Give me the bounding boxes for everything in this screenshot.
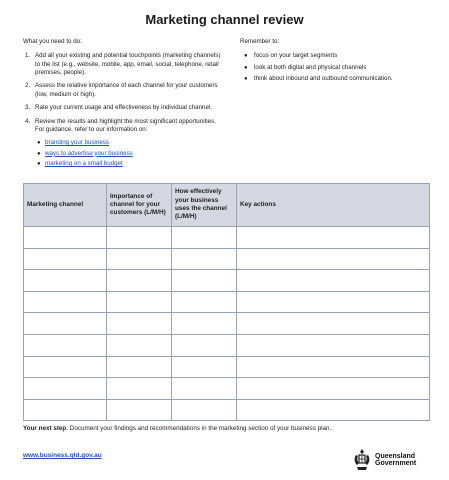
- step-number: 4.: [25, 117, 31, 125]
- guidance-links: [37, 139, 223, 168]
- table-cell[interactable]: [24, 356, 107, 378]
- table-cell[interactable]: [237, 399, 430, 421]
- header-importance: Importance of channel for your customers (L/M/H): [107, 184, 172, 227]
- step-text: Review the results and highlight the most significant opportunities. For guidance, refer to our information on:: [35, 117, 216, 133]
- next-step-note: [23, 425, 331, 432]
- page-title: Marketing channel review: [145, 12, 304, 27]
- link-advertise[interactable]: ways to advertise your business: [45, 149, 133, 157]
- table-row: [24, 378, 430, 400]
- logo-line-1: Queensland: [375, 452, 416, 460]
- next-step-text: : Document your findings and recommendations in the marketing section of your business plan.: [66, 425, 332, 432]
- header-key-actions: Key actions: [237, 184, 430, 227]
- bullet-icon: ●: [37, 140, 41, 147]
- table-cell[interactable]: [107, 334, 172, 356]
- table-cell[interactable]: [24, 313, 107, 335]
- bullet-icon: ●: [244, 53, 248, 60]
- reminder-item: [244, 75, 430, 83]
- step-number: 3.: [25, 104, 31, 112]
- step-item: [23, 104, 223, 112]
- reminders-list: [244, 52, 430, 83]
- table-cell[interactable]: [237, 378, 430, 400]
- table-row: [24, 270, 430, 292]
- steps-list: [23, 52, 223, 134]
- table-cell[interactable]: [24, 378, 107, 400]
- table-cell[interactable]: [107, 313, 172, 335]
- step-item: [23, 118, 223, 135]
- header-marketing-channel: Marketing channel: [24, 184, 107, 227]
- table-row: [24, 313, 430, 335]
- step-text: Add all your existing and potential touchpoints (marketing channels) to the list (e.g., website, mobile, app, email, social, telephone, retail premises, people).: [35, 52, 221, 77]
- next-step-label: Your next step: [23, 425, 67, 432]
- table-cell[interactable]: [24, 334, 107, 356]
- table-row: [24, 227, 430, 249]
- instructions-column: [23, 38, 223, 170]
- table-cell[interactable]: [237, 334, 430, 356]
- table-cell[interactable]: [107, 291, 172, 313]
- table-row: [24, 356, 430, 378]
- table-cell[interactable]: [107, 378, 172, 400]
- table-cell[interactable]: [237, 356, 430, 378]
- step-text: Assess the relative importance of each channel for your customers (low, medium or high).: [35, 82, 218, 98]
- bullet-icon: ●: [37, 150, 41, 157]
- table-cell[interactable]: [237, 313, 430, 335]
- reminder-text: focus on your target segments: [254, 52, 338, 60]
- table-cell[interactable]: [172, 378, 237, 400]
- bullet-icon: ●: [244, 76, 248, 83]
- reminder-item: [244, 52, 430, 60]
- table-row: [24, 248, 430, 270]
- table-cell[interactable]: [172, 248, 237, 270]
- table-cell[interactable]: [172, 291, 237, 313]
- table-cell[interactable]: [24, 399, 107, 421]
- reminder-text: think about inbound and outbound communication.: [254, 75, 393, 83]
- step-number: 1.: [25, 52, 31, 60]
- step-number: 2.: [25, 82, 31, 90]
- channel-review-table: [23, 183, 430, 421]
- reminders-intro: Remember to:: [240, 38, 280, 45]
- reminder-item: [244, 64, 430, 72]
- step-item: [23, 82, 223, 99]
- website-link[interactable]: www.business.qld.gov.au: [23, 452, 102, 459]
- bullet-icon: ●: [37, 160, 41, 167]
- step-item: [23, 52, 223, 77]
- header-effectiveness: How effectively your business uses the channel (L/M/H): [172, 184, 237, 227]
- table-cell[interactable]: [107, 248, 172, 270]
- table-cell[interactable]: [107, 356, 172, 378]
- table-cell[interactable]: [172, 334, 237, 356]
- reminders-column: [240, 38, 430, 86]
- instructions-intro: What you need to do:: [23, 38, 82, 45]
- link-item: [37, 139, 223, 147]
- table-cell[interactable]: [24, 248, 107, 270]
- logo-line-2: Government: [375, 460, 417, 467]
- table-cell[interactable]: [24, 227, 107, 249]
- link-item: [37, 150, 223, 158]
- table-cell[interactable]: [107, 399, 172, 421]
- link-small-budget[interactable]: marketing on a small budget: [45, 159, 123, 167]
- queensland-crest-icon: [352, 448, 372, 472]
- table-row: [24, 334, 430, 356]
- table-header-row: [24, 184, 430, 227]
- table-cell[interactable]: [172, 313, 237, 335]
- table-cell[interactable]: [172, 399, 237, 421]
- reminder-text: look at both digital and physical channels: [254, 63, 367, 71]
- table-cell[interactable]: [237, 291, 430, 313]
- link-item: [37, 160, 223, 168]
- table-cell[interactable]: [24, 270, 107, 292]
- bullet-icon: ●: [244, 64, 248, 71]
- table-cell[interactable]: [107, 270, 172, 292]
- step-text: Rate your current usage and effectiveness by individual channel.: [35, 104, 213, 112]
- table-cell[interactable]: [237, 248, 430, 270]
- table-cell[interactable]: [172, 227, 237, 249]
- table-cell[interactable]: [107, 227, 172, 249]
- table-cell[interactable]: [172, 270, 237, 292]
- table-cell[interactable]: [237, 270, 430, 292]
- table-row: [24, 399, 430, 421]
- queensland-government-logo: [352, 446, 432, 474]
- table-cell[interactable]: [237, 227, 430, 249]
- link-branding[interactable]: branding your business: [45, 139, 109, 147]
- table-cell[interactable]: [24, 291, 107, 313]
- table-row: [24, 291, 430, 313]
- logo-text: [375, 453, 416, 468]
- table-cell[interactable]: [172, 356, 237, 378]
